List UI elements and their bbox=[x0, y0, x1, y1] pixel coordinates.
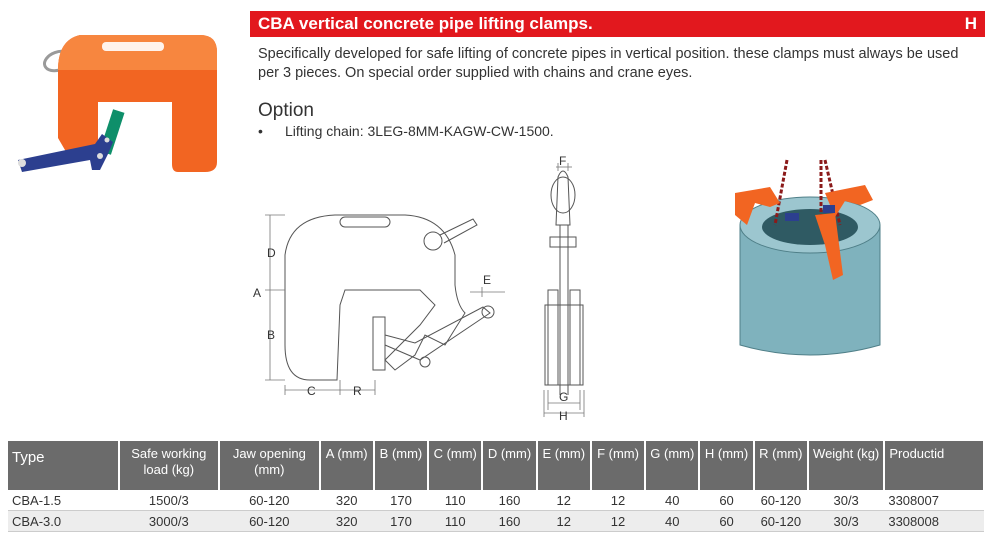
header-b: B (mm) bbox=[374, 441, 428, 490]
header-e: E (mm) bbox=[537, 441, 591, 490]
dim-label-b: B bbox=[267, 328, 276, 342]
dim-label-d: D bbox=[267, 246, 276, 260]
table-cell: 3308008 bbox=[884, 511, 984, 532]
dim-label-g: G bbox=[559, 390, 569, 404]
option-item bbox=[258, 123, 554, 139]
table-cell: 30/3 bbox=[808, 511, 884, 532]
header-load: Safe working load (kg) bbox=[119, 441, 220, 490]
option-item-text: Lifting chain: 3LEG-8MM-KAGW-CW-1500. bbox=[285, 123, 554, 139]
header-type: Type bbox=[8, 441, 119, 490]
header-d: D (mm) bbox=[482, 441, 536, 490]
clamp-product-photo bbox=[10, 20, 225, 180]
table-row bbox=[8, 490, 984, 511]
page-title: CBA vertical concrete pipe lifting clamps. bbox=[258, 14, 593, 33]
header-weight: Weight (kg) bbox=[808, 441, 884, 490]
table-cell: 3308007 bbox=[884, 490, 984, 511]
table-cell: 60 bbox=[699, 511, 753, 532]
dim-label-a: A bbox=[253, 286, 262, 300]
table-cell: 110 bbox=[428, 511, 482, 532]
table-row bbox=[8, 511, 984, 532]
table-cell: 60-120 bbox=[219, 511, 320, 532]
table-cell: 12 bbox=[537, 511, 591, 532]
option-heading: Option bbox=[258, 100, 314, 121]
header-jaw: Jaw opening (mm) bbox=[219, 441, 320, 490]
bullet: • bbox=[258, 123, 263, 139]
table-cell: 60 bbox=[699, 490, 753, 511]
table-cell: 3000/3 bbox=[119, 511, 220, 532]
table-cell: 1500/3 bbox=[119, 490, 220, 511]
table-cell: 12 bbox=[591, 511, 645, 532]
table-cell: 60-120 bbox=[754, 490, 808, 511]
table-cell: 170 bbox=[374, 511, 428, 532]
table-cell: 160 bbox=[482, 490, 536, 511]
table-cell: 160 bbox=[482, 511, 536, 532]
header-f: F (mm) bbox=[591, 441, 645, 490]
spec-table bbox=[8, 441, 985, 532]
table-cell: 60-120 bbox=[219, 490, 320, 511]
header-g: G (mm) bbox=[645, 441, 699, 490]
table-cell: 170 bbox=[374, 490, 428, 511]
dim-label-f: F bbox=[559, 155, 567, 168]
dim-label-r: R bbox=[353, 384, 362, 398]
title-bar bbox=[250, 11, 985, 37]
pipe-lifting-illustration bbox=[725, 155, 895, 365]
header-productid: Productid bbox=[884, 441, 984, 490]
table-cell: 40 bbox=[645, 490, 699, 511]
table-cell: 30/3 bbox=[808, 490, 884, 511]
header-h: H (mm) bbox=[699, 441, 753, 490]
table-cell: CBA-3.0 bbox=[8, 511, 119, 532]
table-cell: 12 bbox=[591, 490, 645, 511]
header-a: A (mm) bbox=[320, 441, 374, 490]
header-r: R (mm) bbox=[754, 441, 808, 490]
dim-label-h: H bbox=[559, 409, 568, 420]
table-cell: 12 bbox=[537, 490, 591, 511]
table-cell: 60-120 bbox=[754, 511, 808, 532]
table-cell: CBA-1.5 bbox=[8, 490, 119, 511]
dim-label-c: C bbox=[307, 384, 316, 398]
table-cell: 110 bbox=[428, 490, 482, 511]
table-cell: 320 bbox=[320, 490, 374, 511]
side-view-drawing bbox=[245, 195, 510, 405]
dim-label-e: E bbox=[483, 273, 492, 287]
table-cell: 40 bbox=[645, 511, 699, 532]
section-letter: H bbox=[964, 14, 977, 33]
table-header-row bbox=[8, 441, 984, 490]
description: Specifically developed for safe lifting of concrete pipes in vertical position. these clamps must always be used per 3 pieces. On special order supplied with chains and crane eyes. bbox=[258, 46, 959, 81]
header-c: C (mm) bbox=[428, 441, 482, 490]
front-view-drawing bbox=[530, 155, 605, 420]
table-cell: 320 bbox=[320, 511, 374, 532]
